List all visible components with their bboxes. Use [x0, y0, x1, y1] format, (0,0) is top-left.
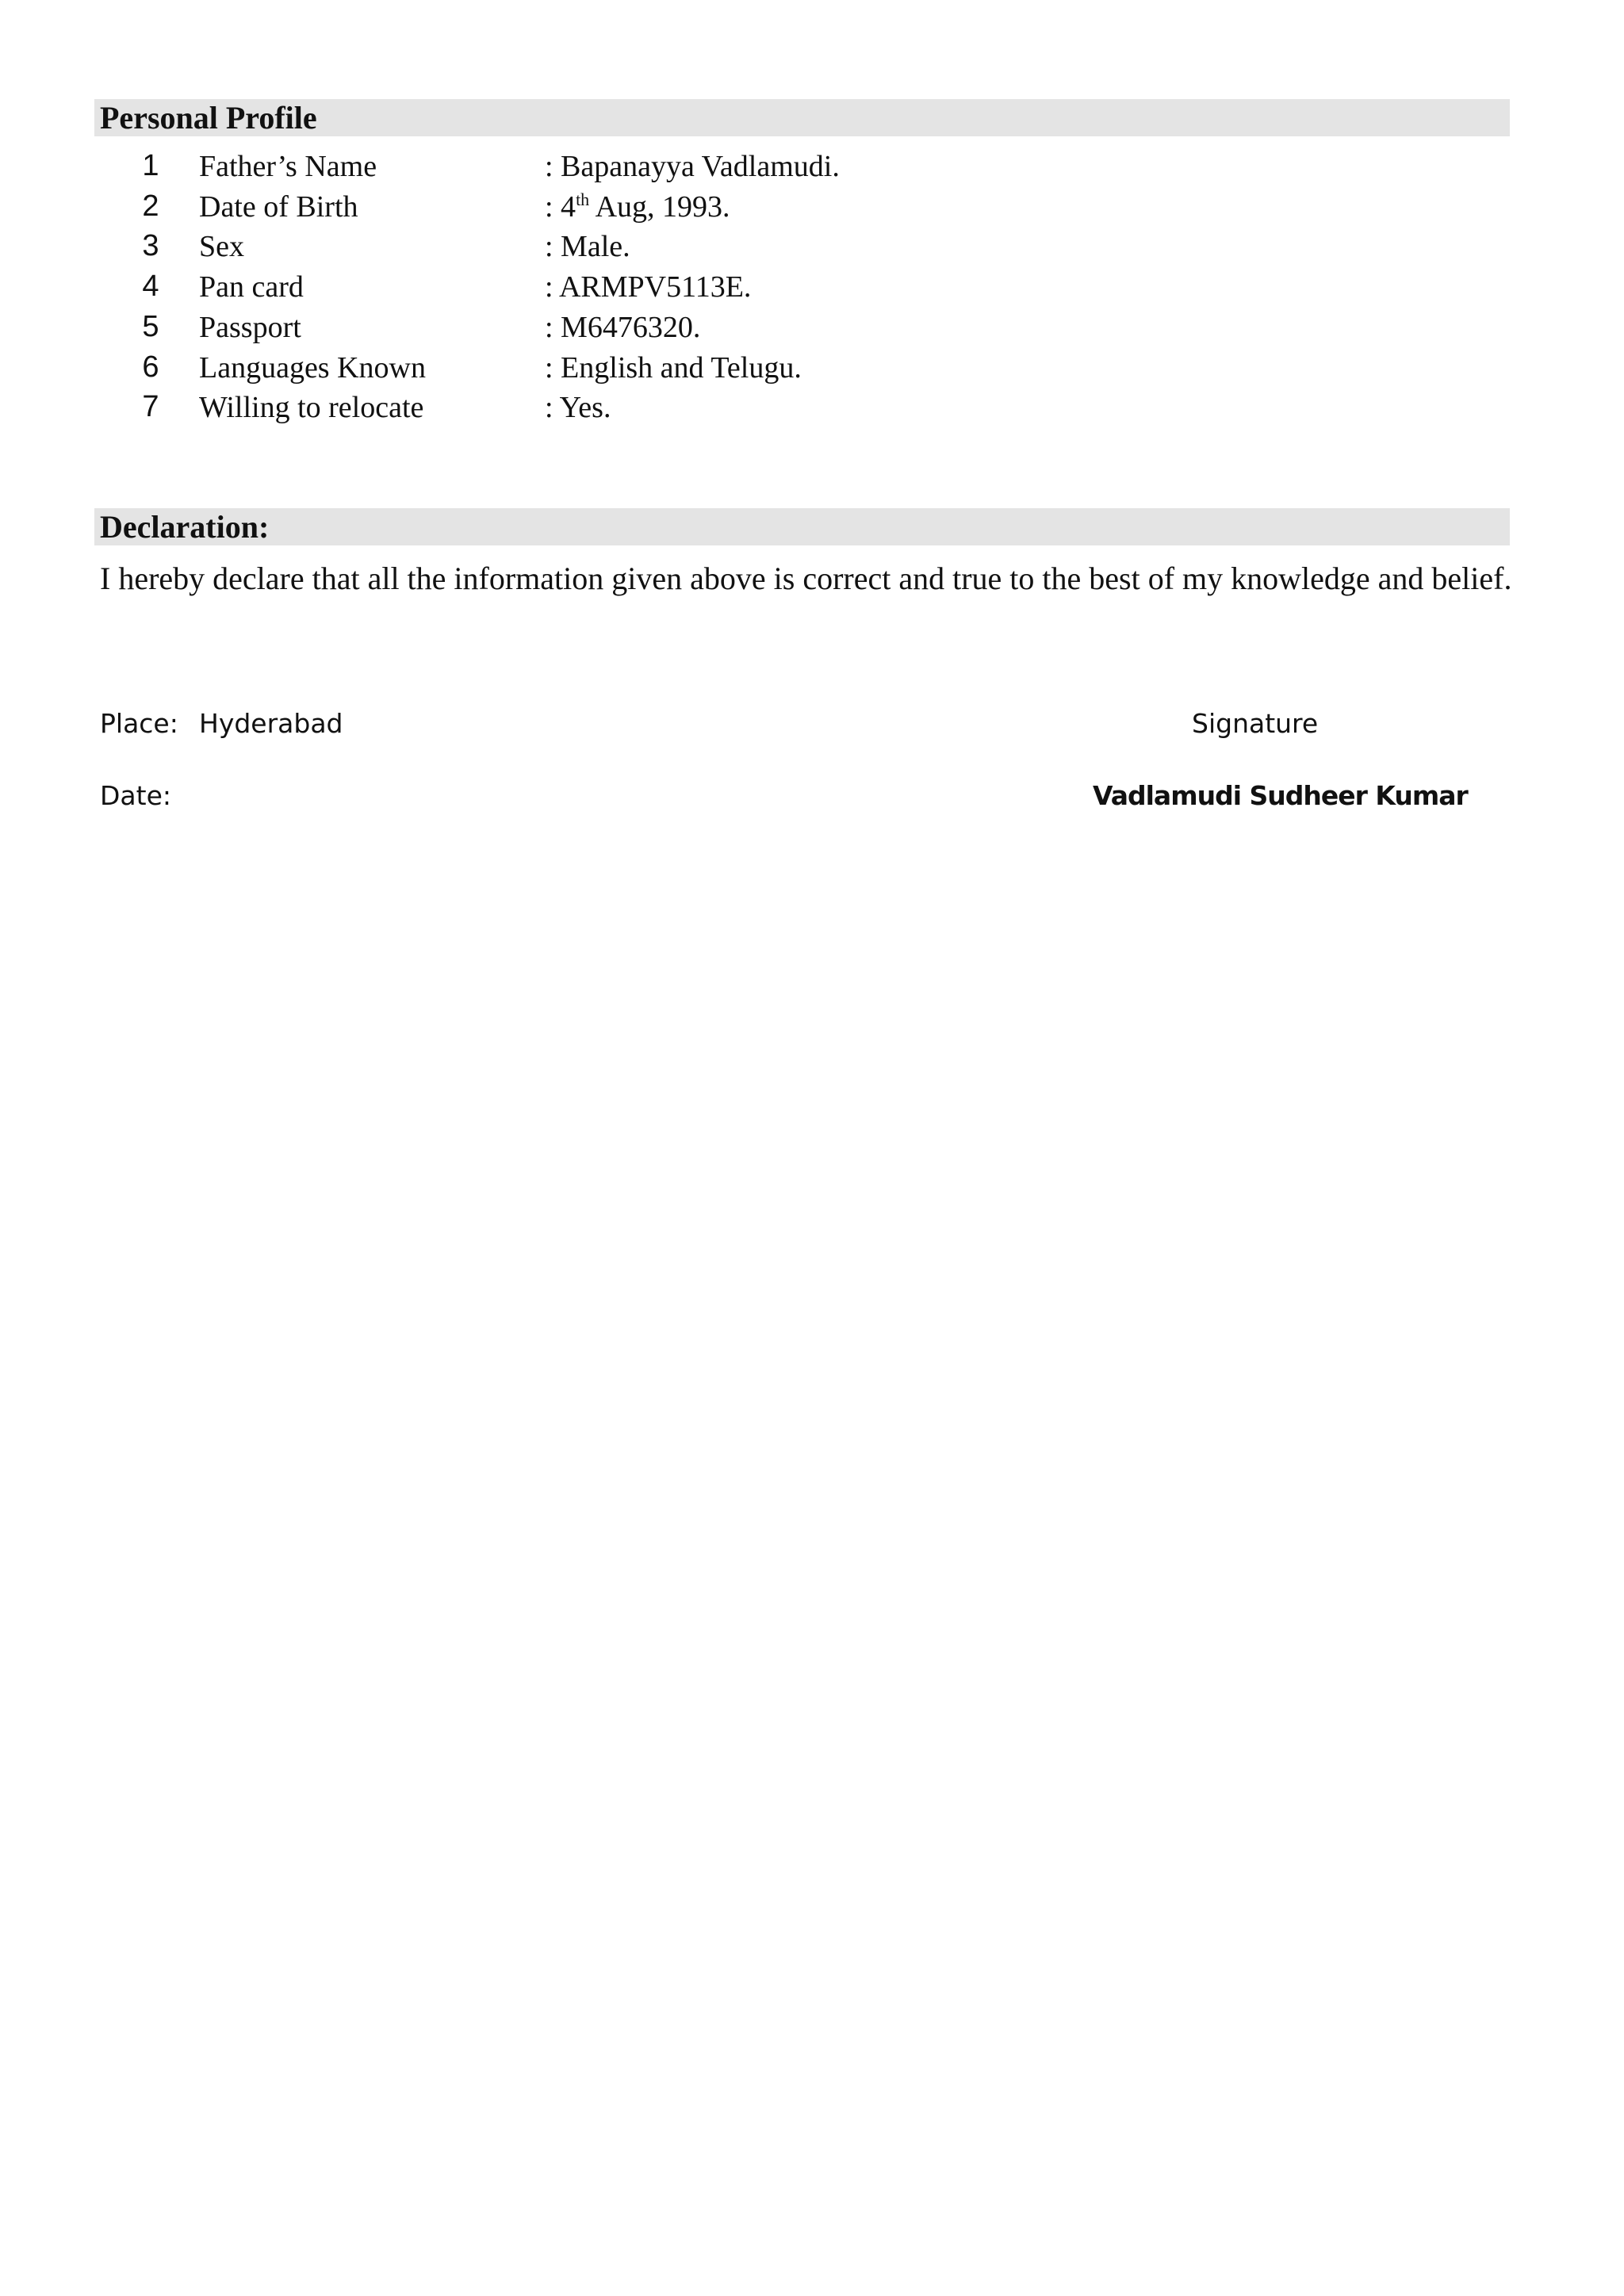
profile-row-fathers-name [0, 149, 1624, 189]
declaration-text: I hereby declare that all the information given above is correct and true to the best of my knowledge and belief. [100, 561, 1512, 596]
row-value [545, 189, 730, 224]
row-value-superscript: th [576, 189, 590, 209]
place-label: Place: [100, 708, 178, 739]
profile-row-date-of-birth [0, 189, 1624, 229]
signatory-name: Vadlamudi Sudheer Kumar [1093, 780, 1468, 811]
row-number: 5 [142, 310, 159, 343]
row-value: : English and Telugu. [545, 351, 802, 385]
profile-row-passport [0, 310, 1624, 350]
row-value: : ARMPV5113E. [545, 270, 752, 304]
profile-row-sex [0, 229, 1624, 269]
declaration-header [94, 508, 1510, 545]
row-value: : M6476320. [545, 311, 701, 344]
row-value: : Yes. [545, 391, 611, 424]
row-number: 7 [142, 390, 159, 423]
row-label: Passport [199, 311, 301, 344]
row-number: 6 [142, 350, 159, 384]
personal-profile-header [94, 99, 1510, 136]
row-label: Willing to relocate [199, 391, 424, 424]
row-number: 4 [142, 270, 159, 303]
row-label: Date of Birth [199, 190, 358, 224]
profile-row-languages-known [0, 350, 1624, 390]
row-value-suffix: Aug, 1993. [589, 190, 730, 224]
date-label: Date: [100, 780, 171, 811]
row-label: Father’s Name [199, 150, 377, 183]
row-value: : Male. [545, 230, 630, 263]
row-label: Languages Known [199, 351, 426, 385]
row-label: Sex [199, 230, 244, 263]
place-value: Hyderabad [199, 708, 343, 739]
row-number: 2 [142, 189, 159, 223]
profile-row-willing-to-relocate [0, 390, 1624, 430]
row-label: Pan card [199, 270, 304, 304]
row-value: : Bapanayya Vadlamudi. [545, 150, 840, 183]
row-number: 3 [142, 229, 159, 262]
profile-row-pan-card [0, 270, 1624, 309]
row-number: 1 [142, 149, 159, 182]
declaration-title: Declaration: [100, 509, 270, 545]
row-value-prefix: : 4 [545, 190, 576, 224]
personal-profile-title: Personal Profile [100, 100, 317, 136]
signature-label: Signature [1192, 708, 1319, 739]
